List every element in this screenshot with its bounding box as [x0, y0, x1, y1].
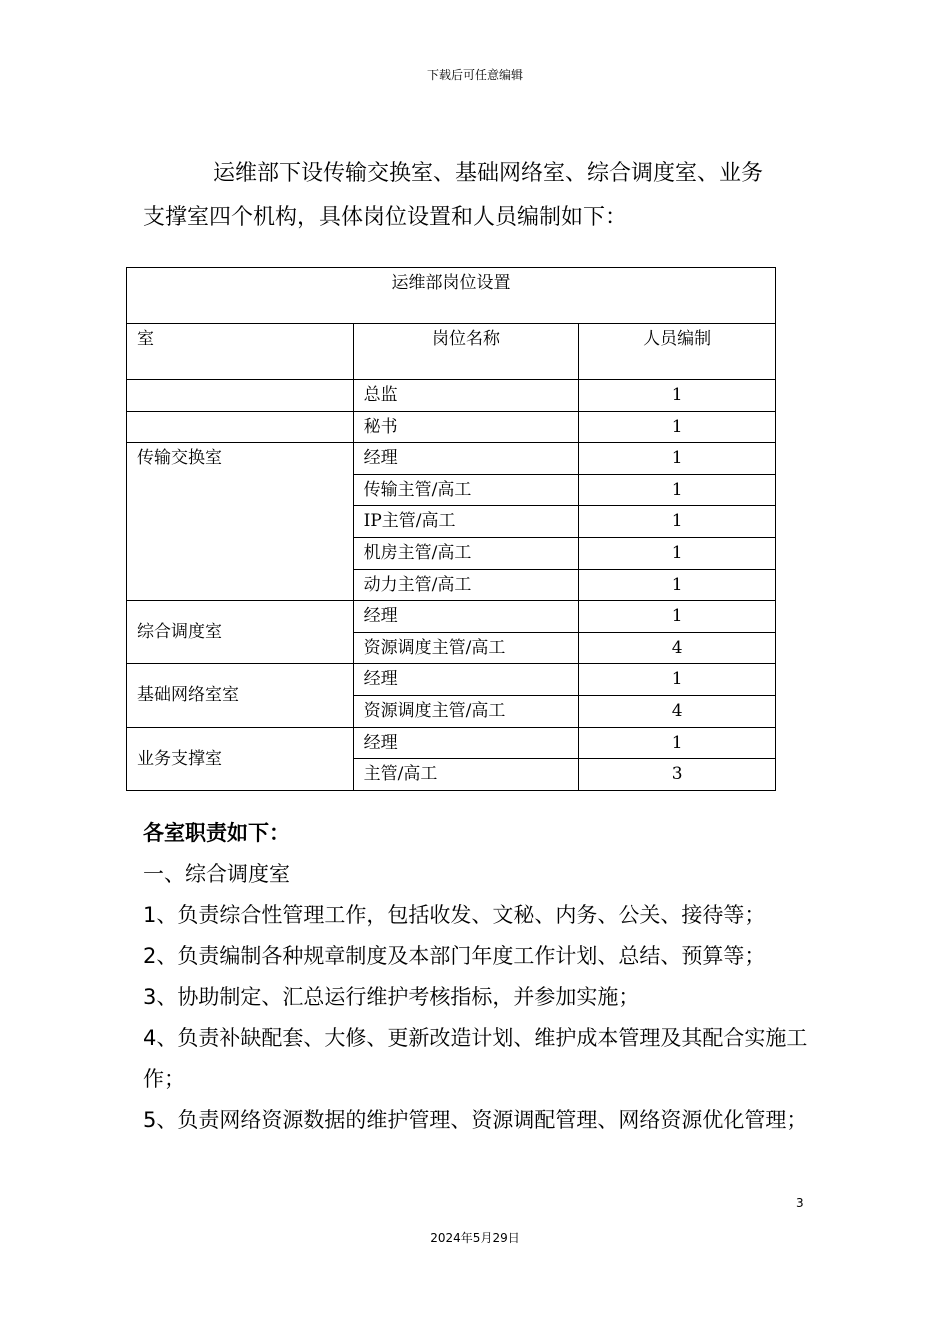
duty-item: 5、负责网络资源数据的维护管理、资源调配管理、网络资源优化管理； [143, 1108, 808, 1132]
table-row [127, 727, 776, 759]
position-cell: 经理 [353, 443, 579, 475]
column-header-count: 人员编制 [579, 324, 776, 380]
duty-item: 4、负责补缺配套、大修、更新改造计划、维护成本管理及其配合实施工作； [143, 1026, 808, 1091]
position-cell: 资源调度主管/高工 [353, 632, 579, 664]
room-cell [127, 411, 354, 443]
duty-item: 3、协助制定、汇总运行维护考核指标，并参加实施； [143, 985, 640, 1009]
count-cell: 1 [579, 569, 776, 601]
table-row [127, 601, 776, 633]
duties-section [143, 813, 823, 1141]
count-cell: 1 [579, 664, 776, 696]
room-cell [127, 380, 354, 412]
position-cell: 总监 [353, 380, 579, 412]
room-cell: 综合调度室 [127, 601, 354, 664]
page-header: 下载后可任意编辑 [426, 68, 523, 82]
count-cell: 1 [579, 443, 776, 475]
footer-date: 2024年5月29日 [430, 1231, 520, 1245]
count-cell: 1 [579, 380, 776, 412]
intro-line-1: 运维部下设传输交换室、基础网络室、综合调度室、业务 [213, 161, 764, 186]
section-heading: 一、综合调度室 [143, 862, 290, 886]
position-cell: 传输主管/高工 [353, 474, 579, 506]
intro-line-2: 支撑室四个机构，具体岗位设置和人员编制如下： [143, 205, 628, 230]
duties-title: 各室职责如下： [143, 821, 290, 845]
position-cell: 机房主管/高工 [353, 537, 579, 569]
intro-paragraph [143, 152, 813, 240]
position-table [126, 267, 776, 791]
table-row [127, 664, 776, 696]
count-cell: 1 [579, 537, 776, 569]
room-cell: 传输交换室 [127, 443, 354, 601]
table-row [127, 443, 776, 475]
position-cell: 资源调度主管/高工 [353, 695, 579, 727]
count-cell: 4 [579, 632, 776, 664]
column-header-position: 岗位名称 [353, 324, 579, 380]
table-title: 运维部岗位设置 [127, 268, 776, 324]
position-cell: 主管/高工 [353, 759, 579, 791]
column-header-room: 室 [127, 324, 354, 380]
position-cell: 经理 [353, 727, 579, 759]
count-cell: 1 [579, 506, 776, 538]
count-cell: 1 [579, 474, 776, 506]
count-cell: 4 [579, 695, 776, 727]
page-number: 3 [796, 1196, 804, 1210]
position-cell: 秘书 [353, 411, 579, 443]
table-row [127, 411, 776, 443]
position-cell: 动力主管/高工 [353, 569, 579, 601]
count-cell: 1 [579, 411, 776, 443]
position-cell: IP主管/高工 [353, 506, 579, 538]
room-cell: 业务支撑室 [127, 727, 354, 790]
count-cell: 1 [579, 727, 776, 759]
table-row [127, 380, 776, 412]
count-cell: 3 [579, 759, 776, 791]
position-cell: 经理 [353, 601, 579, 633]
room-cell: 基础网络室室 [127, 664, 354, 727]
duty-item: 1、负责综合性管理工作，包括收发、文秘、内务、公关、接待等； [143, 903, 766, 927]
position-cell: 经理 [353, 664, 579, 696]
count-cell: 1 [579, 601, 776, 633]
duty-item: 2、负责编制各种规章制度及本部门年度工作计划、总结、预算等； [143, 944, 766, 968]
